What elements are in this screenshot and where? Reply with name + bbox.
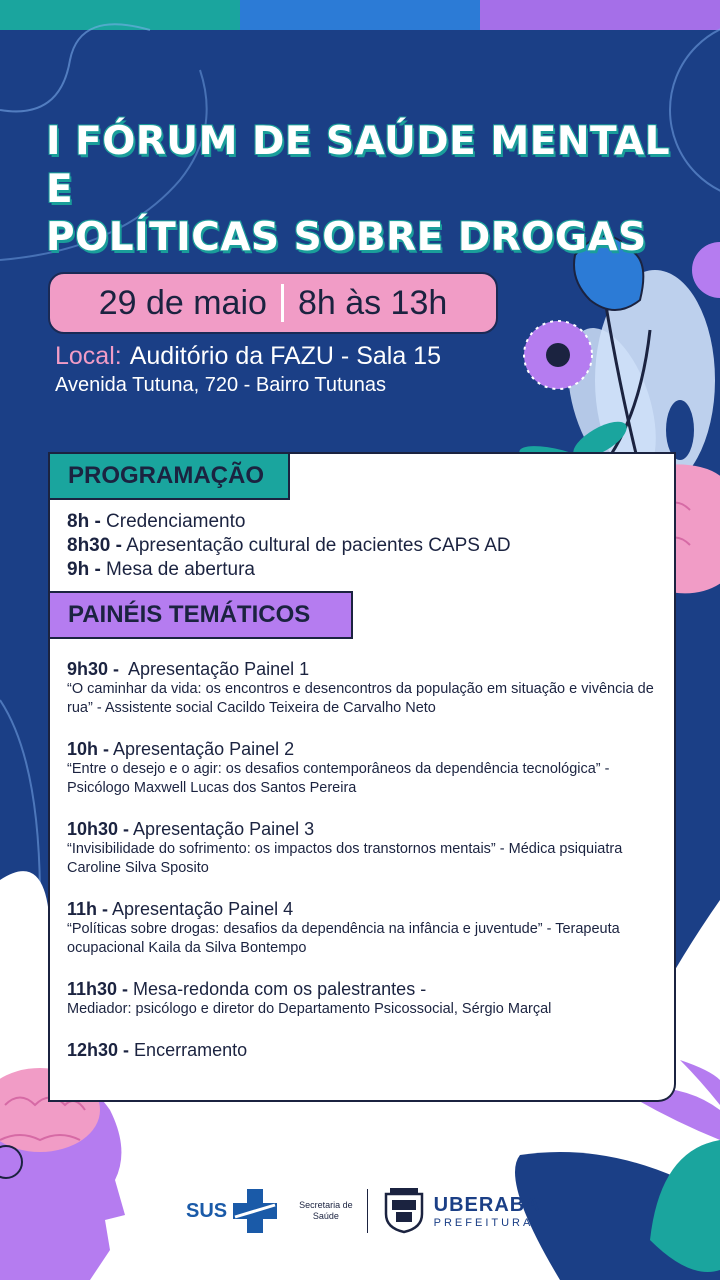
panel-description: “Entre o desejo e o agir: os desafios contemporâneos da dependência tecnológica” - Psicólogo Maxwell Lucas dos Santos Pereira (67, 761, 610, 796)
panel-time: 11h30 - (67, 979, 129, 999)
programacao-header: PROGRAMAÇÃO (48, 452, 290, 500)
panel-time: 9h30 - (67, 659, 120, 679)
title-line-1: I FÓRUM DE SAÚDE MENTAL E (46, 119, 671, 212)
panel-item (67, 738, 667, 798)
panel-time: 11h - (67, 899, 109, 919)
panel-item (67, 978, 667, 1019)
item-time: 9h - (67, 559, 101, 580)
footer-logos (186, 1186, 541, 1236)
event-time: 8h às 13h (297, 283, 448, 322)
item-text: Credenciamento (100, 511, 246, 532)
title-line-2: POLÍTICAS SOBRE DROGAS (46, 215, 647, 260)
panel-item (67, 1039, 667, 1061)
panel-time: 12h30 - (67, 1040, 130, 1060)
panel-title: Apresentação Painel 1 (119, 659, 310, 679)
panel-title: Apresentação Painel 4 (108, 899, 294, 919)
sus-text: SUS (186, 1199, 228, 1222)
panel-time: 10h30 - (67, 819, 130, 839)
panel-description: Mediador: psicólogo e diretor do Departamento Psicossocial, Sérgio Marçal (67, 1001, 552, 1017)
separator (281, 284, 284, 322)
city-name: UBERABA (433, 1193, 541, 1216)
prefeitura-label: PREFEITURA (433, 1216, 534, 1229)
location-value: Auditório da FAZU - Sala 15 (129, 342, 441, 370)
sus-logo (186, 1187, 279, 1235)
sus-cross-icon (231, 1187, 279, 1235)
panel-title: Apresentação Painel 3 (129, 819, 315, 839)
secretaria-line-2: Saúde (312, 1211, 339, 1221)
panel-time: 10h - (67, 739, 110, 759)
secretaria-saude (299, 1200, 353, 1222)
paineis-list (67, 658, 667, 1081)
item-text: Apresentação cultural de pacientes CAPS AD (121, 535, 511, 556)
panel-item (67, 898, 667, 958)
prefeitura-uberaba-logo (434, 1194, 541, 1229)
programacao-item (67, 534, 511, 558)
panel-item (67, 658, 667, 718)
event-date: 29 de maio (98, 283, 267, 322)
programacao-list (67, 510, 511, 582)
item-text: Mesa de abertura (100, 559, 255, 580)
location-label: Local: (55, 342, 122, 370)
secretaria-line-1: Secretaria de (299, 1200, 353, 1210)
event-title (46, 118, 686, 262)
programacao-item (67, 510, 511, 534)
panel-description: “Políticas sobre drogas: desafios da dependência na infância e juventude” - Terapeuta ocupacional Kaila da Silva Bontempo (67, 921, 620, 956)
item-time: 8h - (67, 511, 101, 532)
programacao-item (67, 558, 511, 582)
panel-item (67, 818, 667, 878)
event-address: Avenida Tutuna, 720 - Bairro Tutunas (55, 374, 386, 396)
item-time: 8h30 - (67, 535, 122, 556)
logo-divider (367, 1189, 368, 1233)
panel-title: Apresentação Painel 2 (109, 739, 295, 759)
event-location (55, 342, 441, 371)
panel-title: Encerramento (129, 1040, 248, 1060)
date-time-badge (48, 272, 498, 334)
panel-description: “Invisibilidade do sofrimento: os impactos dos transtornos mentais” - Médica psiquiatra Caroline Silva Sposito (67, 841, 623, 876)
paineis-header: PAINÉIS TEMÁTICOS (48, 591, 353, 639)
panel-title: Mesa-redonda com os palestrantes - (128, 979, 427, 999)
panel-description: “O caminhar da vida: os encontros e desencontros da população em situação e vivência de rua” - Assistente social Cacildo Teixeira de Carvalho Neto (67, 681, 654, 716)
city-coat-of-arms-icon (382, 1188, 426, 1234)
